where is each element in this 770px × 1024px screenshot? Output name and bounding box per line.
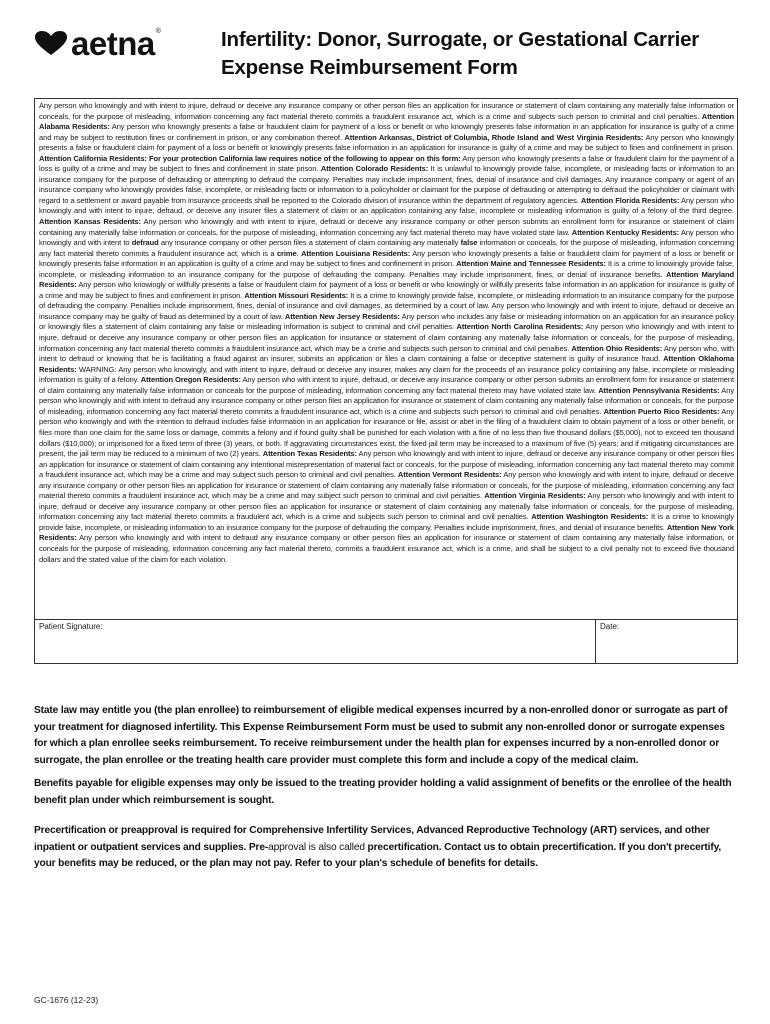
fraud-warning-run: Any person who knowingly and with intent to injure, defraud or deceive any insurance company or other person files an application for insurance or statement of claim containing any materially false information or conceals, for the purpose of misleading, information concerning any fact material thereto commits a fraudulent act, which is a crime and subjects such person to criminal and civil penalties. — [39, 491, 734, 522]
fraud-warning-run: It is a crime to knowingly provide false, incomplete, or misleading information to an insurance company for the purpose of defrauding the company. Penalties include imprisonment, fines, and denial of insurance benefits. — [39, 512, 734, 532]
fraud-warning-heading: Attention Texas Residents: — [262, 449, 357, 459]
fraud-warning-run: Any person who knowingly and with intent to defraud any insurance company or other person files an application for insurance or statement of claim containing any materially false information, or conceals for the purpose of misleading, information concerning any fact material thereto, commits a fraudulent insurance act, which is a crime, and shall be subject to a civil penalty not to exceed five thousand dollars and the stated value of the claim for each violation. — [39, 533, 734, 564]
fraud-warning-run: Any person who knowingly and with intent to injure, defraud or deceive any insurance company or other person files an application for insurance or statement of claim containing any materially false information or conceals, for the purpose of misleading, information concerning any fact material thereto commits a fraudulent insurance act, which is a crime and subjects such person to criminal and civil penalties. — [39, 101, 734, 121]
fraud-warning-heading: Attention Ohio Residents: — [571, 343, 663, 353]
fraud-warning-heading: Attention North Carolina Residents: — [456, 322, 584, 332]
precert-text-c: precertification. Contact us to obtain precertification. If you don't precertify, your benefits may be reduced, or the plan may not pay. Refer to your plan's schedule of benefits for details. — [34, 841, 722, 869]
fraud-warning-run: Any person who knowingly and with intent to injure, defraud or deceive any insurance company or other person files an application for insurance or statement of claim containing any materially false information or conceals, for the purpose of misleading, information concerning any fact material thereto commits a fraudulent insurance act, which may be a crime and subjects such person to criminal and civil penalties. — [39, 322, 734, 353]
fraud-warning-run: any insurance company or other person files a statement of claim containing any materially — [158, 238, 461, 248]
fraud-warning-heading: Attention Kentucky Residents: — [571, 227, 680, 237]
fraud-warning-run: Any person who, with intent to defraud or knowing that he is facilitating a fraud against an insurer, submits an application or files a claim containing a false or deceptive statement is guilty of insurance fraud. — [39, 343, 734, 364]
info-paragraph-benefits: Benefits payable for eligible expenses may only be issued to the treating provider holding a valid assignment of benefits or the enrollee of the health benefit plan under which reimbursement is sought. — [34, 778, 732, 806]
logo-trademark: ® — [155, 27, 161, 35]
fraud-warning-heading: Attention Alabama Residents: — [39, 111, 734, 132]
fraud-warning-heading: Attention Missouri Residents: — [244, 290, 349, 300]
fraud-warning-heading: Attention New Jersey Residents: — [284, 311, 400, 321]
fraud-warning-heading: Attention Oklahoma Residents: — [39, 354, 734, 374]
fraud-warning-heading: crime — [276, 248, 297, 258]
fraud-warning-run: Any person who knowingly and with intent to — [39, 227, 734, 248]
fraud-warning-run: Any person who with intent to injure, defraud, or deceive any insurance company or other person submits an enrollment form for insurance or statement of claim containing any materially false information or conceals for the purpose of misleading, information concerning any fact material thereto may have violated state law. — [39, 375, 734, 395]
fraud-warning-run: Any person who knowingly presents a false or fraudulent claim for payment of a loss or benefit or knowingly presents false information in an application for insurance is guilty of a crime and may be subject to fines and confinement in prison. — [39, 132, 734, 153]
fraud-warning-run: Any person who includes any false or misleading information on an application for an insurance policy or knowingly files a statement of claim containing any false or misleading information is subject to criminal and civil penalties. — [39, 311, 734, 332]
fraud-warning-run: Any person who knowingly and with intent to injure, defraud or deceive any insurance company or other person submits an enrollment form for insurance or statement of claim containing any materially false information or conceals, for the purpose of misleading, information concerning any fact material thereto may have violated state law. — [39, 217, 734, 237]
fraud-warning-heading: Attention California Residents: For your protection California law requires notice of the following to appear on this form: — [39, 153, 461, 163]
fraud-warning-run: Any person who knowingly or willfully presents a false or fraudulent claim for payment of a loss or benefit or who knowingly or willfully presents false information in an application for insurance is guilty of a crime and may be subject to fines and confinement in prison. — [39, 280, 734, 300]
info-paragraph-eligibility: State law may entitle you (the plan enrollee) to reimbursement of eligible medical expenses incurred by a non-enrolled donor or surrogate as part of your treatment for diagnosed infertility. This Expense Reimbursement Form must be used to submit any non-enrolled donor or surrogate expenses for which a plan enrollee seeks reimbursement. To receive reimbursement under the health plan for expenses incurred by a non-enrolled donor or surrogate, the plan enrollee or the treating health care provider must complete this form and include a copy of the medical claim. — [34, 705, 728, 766]
patient-signature-field[interactable] — [35, 620, 595, 663]
fraud-warning-run: Any person who knowingly and with the intention to defraud includes false information in an application for insurance or file, assist or abet in the filing of a fraudulent claim to obtain payment of a loss or other benefit, or files more than one claim for the same loss or damage, commits a felony and if found guilty shall be punished for each violation with a fine of no less than five thousand dollars ($5,000), not to exceed ten thousand dollars ($10,000); or imprisoned for a fixed term of three (3) years, or both. If aggravating circumstances exist, the fixed jail term may be increased to a maximum of five (5) years; and if mitigating circumstances are present, the jail term may be reduced to a minimum of two (2) years. — [39, 406, 734, 459]
fraud-warning-run: . — [296, 248, 302, 258]
fraud-warning-run: Any person who knowingly and with intent to defraud any insurance company or other person files an application for insurance or statement of claim containing any materially false information or conceals, for the purpose of misleading, information concerning any fact material thereto commits a fraudulent insurance act, which is a crime and subjects such person to criminal and civil penalties. — [39, 385, 735, 416]
fraud-warning-heading: Attention Virginia Residents: — [484, 491, 586, 501]
fraud-warning-heading: Attention Pennsylvania Residents: — [598, 385, 720, 395]
fraud-warning-run: It is a crime to knowingly provide false, incomplete, or misleading information to an insurance company for the purpose of defrauding the company. Penalties may include imprisonment, fines, or denial of insurance benefits. — [39, 259, 735, 279]
fraud-warning-heading: Attention Colorado Residents: — [320, 164, 429, 174]
fraud-warning-run: Any person who knowingly and with intent to injure, defraud or deceive any insurance company or other person files an application for insurance or statement of claim containing any intentional misrepresentation of material fact or conceals, for the purpose of misleading, information concerning any fact material thereto may commit a fraudulent insurance act, which may be a crime and may subject such person to criminal and civil penalties. — [39, 449, 734, 480]
heart-icon — [34, 30, 68, 56]
fraud-warning-heading: Attention Florida Residents: — [580, 195, 680, 205]
form-code: GC-1676 (12-23) — [34, 995, 99, 1005]
fraud-warning-run: information or conceals, for the purpose of misleading, information concerning any fact material thereto commits a fraudulent insurance act, which is a — [39, 238, 734, 258]
fraud-warning-heading: false — [460, 238, 478, 248]
form-title: Infertility: Donor, Surrogate, or Gestational Carrier Expense Reimbursement Form — [221, 28, 700, 79]
signature-row — [35, 619, 737, 663]
fraud-warning-run: It is unlawful to knowingly provide false, incomplete, or misleading facts or information to an insurance company for the purpose of defrauding or attempting to defraud the company. Penalties may include imprisonment, fines, denial of insurance and civil damages. Any insurance company or agent of an insurance company who knowingly provides false, incomplete, or misleading facts or information to a policyholder or claimant for the purpose of defrauding or attempting to defraud the policyholder or claimant with regard to a settlement or award payable from insurance proceeds shall be reported to the Colorado division of insurance within the department of regulatory agencies. — [39, 164, 734, 205]
fraud-warning-heading: Attention Kansas Residents: — [39, 217, 141, 227]
date-field[interactable] — [595, 620, 737, 663]
fraud-warning-run: Any person who knowingly presents a false or fraudulent claim for payment of a loss or benefit or knowingly presents false information in an application is guilty of a crime and may be subject to fines and confinement in prison. — [39, 248, 735, 269]
fraud-warning-run: Any person who knowingly and with intent to injure, defraud, or deceive any insurer files a statement of claim or an application containing any false, incomplete or misleading information is guilty of a felony of the third degree. — [39, 195, 734, 216]
patient-signature-label: Patient Signature: — [39, 622, 103, 631]
aetna-logo — [34, 26, 186, 60]
fraud-warning-heading: Attention Washington Residents: — [531, 512, 649, 522]
fraud-warning-heading: Attention Oregon Residents: — [140, 375, 241, 385]
logo-wordmark: aetna — [71, 24, 155, 62]
info-paragraph-precertification — [34, 823, 740, 873]
fraud-warning-run: It is a crime to knowingly provide false, incomplete, or misleading information to an insurance company for the purpose of defrauding the company. Penalties include imprisonment, fines, denial of insurance and civil damages, as determined by a court of law. Any person who knowingly and with intent to injure, defraud or deceive an insurance company may be guilty of fraud as determined by a court of law. — [39, 290, 734, 321]
fraud-warning-box — [34, 98, 738, 664]
fraud-warning-run: Any person who knowingly and with intent to injure, defraud or deceive any insurance company or other person files an application for insurance or statement of claim containing any materially false information or conceals, for the purpose of misleading, information concerning any fact material thereto commits a fraudulent insurance act, which may be a crime and may subject such person to criminal and civil penalties. — [39, 470, 734, 501]
date-label: Date: — [600, 622, 620, 631]
fraud-warning-heading: Attention New York Residents: — [39, 522, 735, 543]
fraud-warning-run: Any person who knowingly presents a false or fraudulent claim for the payment of a loss is guilty of a crime and may be subject to fines and confinement in state prison. — [39, 153, 734, 174]
fraud-warning-heading: Attention Arkansas, District of Columbia, Rhode Island and West Virginia Residents: — [344, 132, 644, 142]
fraud-warning-run: WARNING: Any person who knowingly, and with intent to injure, defraud or deceive any insurer, makes any claim for the proceeds of an insurance policy containing any false, incomplete or misleading information is guilty of a felony. — [39, 364, 734, 385]
fraud-warning-heading: defraud — [131, 238, 159, 248]
fraud-warning-heading: Attention Maine and Tennessee Residents: — [456, 259, 606, 269]
precert-text-a: Precertification or preapproval is required for Comprehensive Infertility Services, Advanced Reproductive Technology (ART) services, and other inpatient or outpatient services and supplies. Pre- — [34, 825, 710, 853]
fraud-warning-run: Any person who knowingly presents a false or fraudulent claim for payment of a loss or benefit or who knowingly presents false information in an application for insurance is guilty of a crime and may be subject to restitution fines or confinement in prison, or any combination thereof. — [39, 122, 735, 142]
fraud-warning-heading: Attention Maryland Residents: — [39, 269, 734, 290]
fraud-warning-text — [35, 99, 737, 565]
precert-text-b: approval is also called — [268, 841, 368, 853]
fraud-warning-heading: Attention Puerto Rico Residents: — [603, 406, 720, 416]
fraud-warning-heading: Attention Vermont Residents: — [397, 470, 502, 480]
fraud-warning-heading: Attention Louisiana Residents: — [301, 248, 411, 258]
